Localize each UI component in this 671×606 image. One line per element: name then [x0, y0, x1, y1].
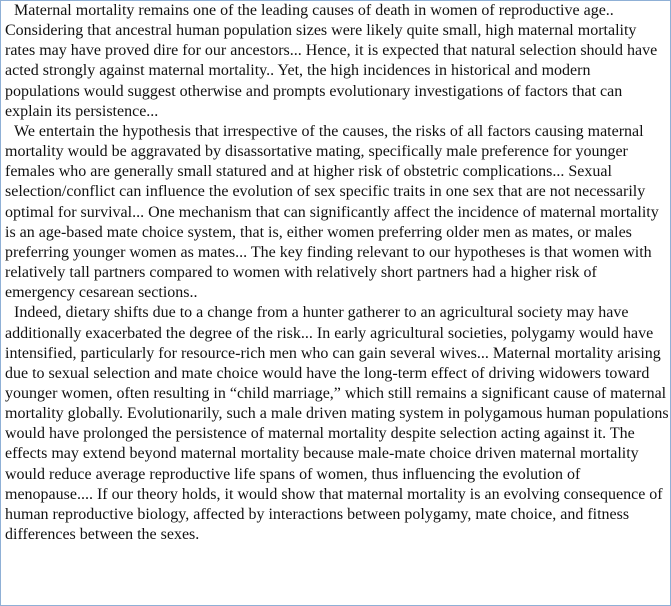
paragraph-2: We entertain the hypothesis that irrespective of the causes, the risks of all factors causing maternal mortality would be aggravated by disassortative mating, specifically male preference for younger females who are generally small statured and at higher risk of obstetric complications... Sexual selection/conflict can influence the evolution of sex specific traits in one sex that are not necessarily optimal for survival... One mechanism that can significantly affect the incidence of maternal mortality is an age-based mate choice system, that is, either women preferring older men as mates, or males preferring younger women as mates... The key finding relevant to our hypotheses is that women with relatively tall partners compared to women with relatively short partners had a higher risk of emergency cesarean sections.. — [5, 122, 659, 302]
paragraph-3: Indeed, dietary shifts due to a change from a hunter gatherer to an agricultural society may have additionally exacerbated the degree of the risk... In early agricultural societies, polygamy would have intensified, particularly for resource-rich men who can gain several wives... Maternal mortality arising due to sexual selection and mate choice would have the long-term effect of driving widowers toward younger women, often resulting in “child marriage,” which still remains a significant cause of maternal mortality globally. Evolutionarily, such a male driven mating system in polygamous human populations would have prolonged the persistence of maternal mortality despite selection acting against it. The effects may extend beyond maternal mortality because male-mate choice driven maternal mortality would reduce average reproductive life spans of women, thus influencing the evolution of menopause.... If our theory holds, it would show that maternal mortality is an evolving consequence of human reproductive biology, affected by interactions between polygamy, mate choice, and fitness differences between the sexes. — [5, 304, 669, 544]
paragraph-1: Maternal mortality remains one of the leading causes of death in women of reproductive age.. Considering that ancestral human population sizes were likely quite small, high maternal mortality rates may have proved dire for our ancestors... Hence, it is expected that natural selection should have acted strongly against maternal mortality.. Yet, the high incidences in historical and modern populations would suggest otherwise and prompts evolutionary investigations of factors that can explain its persistence... — [5, 2, 658, 120]
document-body — [5, 1, 669, 545]
